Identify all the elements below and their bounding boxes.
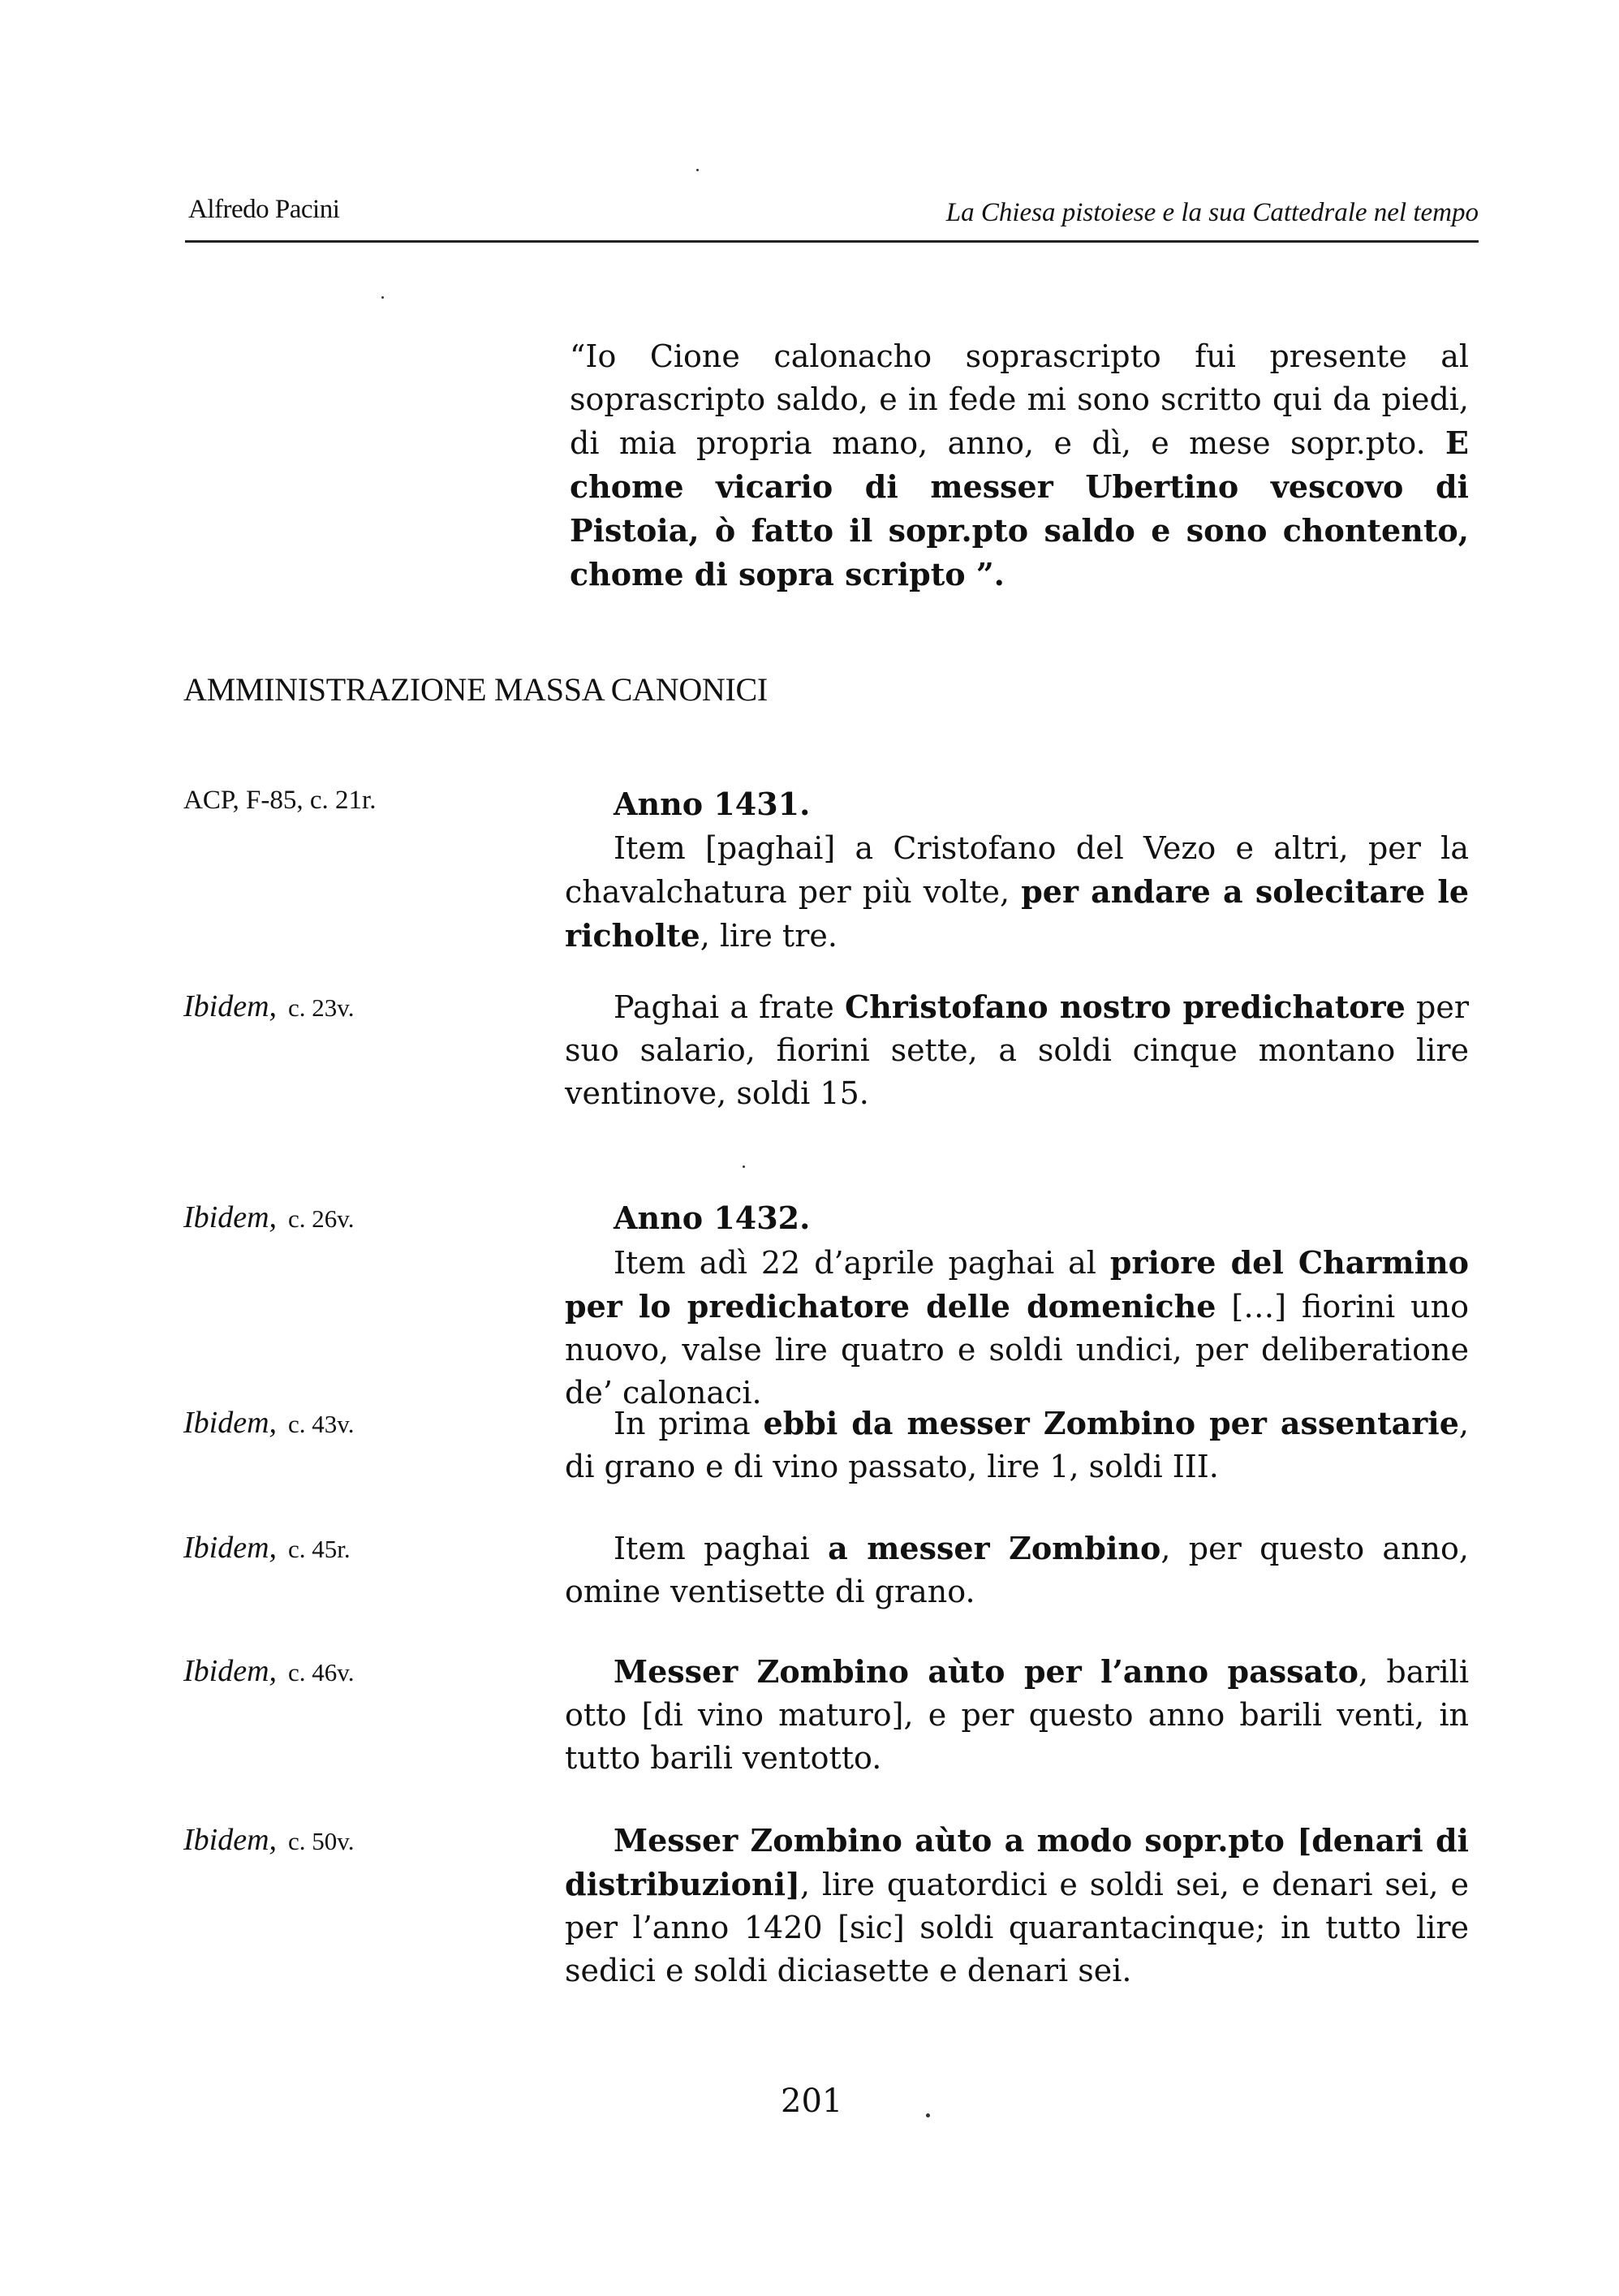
reference-carta: c. 43v. xyxy=(288,1410,355,1438)
header-book-title: La Chiesa pistoiese e la sua Cattedrale nel tempo xyxy=(945,198,1479,227)
text-segment: , lire tre. xyxy=(700,918,837,954)
reference-carta: c. 50v. xyxy=(288,1827,355,1855)
text-segment: , di grano e di vino passato, lire 1, soldi III. xyxy=(565,1406,1469,1484)
entry-text xyxy=(565,985,1469,1115)
entry-body xyxy=(565,1650,1469,1780)
header-author: Alfredo Pacini xyxy=(188,195,340,224)
page-number: 201 xyxy=(781,2083,843,2120)
entry-reference xyxy=(183,1530,351,1566)
reference-ibidem: Ibidem, xyxy=(183,1531,278,1565)
reference-carta: c. 23v. xyxy=(288,993,355,1022)
entry-year: Anno 1431. xyxy=(614,786,811,822)
scan-speck xyxy=(743,1165,745,1168)
text-segment: per suo salario, fiorini sette, a soldi cinque montano lire ventinove, soldi 15. xyxy=(565,989,1469,1111)
entry-reference xyxy=(183,989,355,1024)
quote-plain-text: “Io Cione calonacho soprascripto fui presente al soprascripto saldo, e in fede mi sono scritto qui da piedi, di mia propria mano, anno, e dì, e mese sopr.pto. xyxy=(570,338,1469,461)
entry-text xyxy=(565,1527,1469,1613)
text-segment-bold: a messer Zombino xyxy=(828,1530,1161,1566)
text-segment: , per questo anno, omine ventisette di grano. xyxy=(565,1531,1469,1609)
reference-carta: c. 46v. xyxy=(288,1658,355,1686)
entry-body xyxy=(565,985,1469,1115)
entry-text xyxy=(565,1402,1469,1488)
entry-text xyxy=(565,1650,1469,1780)
scan-speck xyxy=(696,169,699,171)
text-segment-bold: Christofano nostro predichatore xyxy=(845,989,1406,1025)
text-segment-bold: per andare a solecitare le richolte xyxy=(565,873,1470,954)
quoted-attestation xyxy=(570,335,1469,597)
text-segment: , barili otto [di vino maturo], e per questo anno barili venti, in tutto barili ventotto. xyxy=(565,1654,1470,1776)
entry-body xyxy=(565,1819,1469,1992)
reference-carta: c. 45r. xyxy=(288,1535,351,1563)
text-segment-bold: Messer Zombino aùto a modo sopr.pto [denari di distribuzioni] xyxy=(565,1822,1469,1902)
running-header xyxy=(185,192,1479,243)
text-segment-bold: priore del Charmino per lo predichatore delle domeniche xyxy=(565,1244,1470,1325)
reference-carta: c. 26v. xyxy=(288,1204,355,1233)
section-heading: AMMINISTRAZIONE MASSA CANONICI xyxy=(183,671,768,708)
entry-year: Anno 1432. xyxy=(614,1200,811,1236)
entry-reference xyxy=(183,1405,355,1441)
entry-body xyxy=(565,1527,1469,1613)
reference-ibidem: Ibidem, xyxy=(183,1200,278,1234)
entry-reference xyxy=(183,1822,355,1858)
scan-speck xyxy=(381,296,384,299)
entry-body xyxy=(565,1196,1469,1415)
text-segment: Item paghai xyxy=(614,1531,829,1566)
entry-body xyxy=(565,782,1469,958)
text-segment: Paghai a frate xyxy=(614,989,846,1025)
reference-source: ACP, F-85, c. 21r. xyxy=(183,786,377,815)
text-segment: Item adì 22 d’aprile paghai al xyxy=(614,1245,1110,1281)
reference-ibidem: Ibidem, xyxy=(183,1823,278,1857)
entry-body xyxy=(565,1402,1469,1488)
reference-ibidem: Ibidem, xyxy=(183,989,278,1023)
reference-ibidem: Ibidem, xyxy=(183,1406,278,1440)
reference-ibidem: Ibidem, xyxy=(183,1654,278,1688)
text-segment-bold: Messer Zombino aùto per l’anno passato xyxy=(614,1653,1359,1690)
scan-speck xyxy=(926,2113,930,2117)
entry-text xyxy=(565,1241,1469,1415)
text-segment: , lire quatordici e soldi sei, e denari sei, e per l’anno 1420 [sic] soldi quarantacinque; in tutto lire sedici e soldi diciasette e denari sei. xyxy=(565,1867,1469,1988)
entry-text xyxy=(565,827,1469,958)
entry-reference xyxy=(183,1200,355,1235)
text-segment: […] fiorini uno nuovo, valse lire quatro e soldi undici, per deliberatione de’ calonaci. xyxy=(565,1289,1469,1411)
quote-paragraph xyxy=(570,335,1469,597)
text-segment: Item [paghai] a Cristofano del Vezo e altri, per la chavalchatura per più volte, xyxy=(565,830,1469,910)
entry-reference xyxy=(183,786,376,816)
text-segment-bold: ebbi da messer Zombino per assentarie xyxy=(763,1405,1459,1441)
quote-bold-text: E chome vicario di messer Ubertino vescovo di Pistoia, ò fatto il sopr.pto saldo e sono chontento, chome di sopra scripto ”. xyxy=(570,424,1469,592)
text-segment: In prima xyxy=(614,1406,764,1441)
entry-reference xyxy=(183,1653,355,1689)
entry-text xyxy=(565,1819,1469,1992)
